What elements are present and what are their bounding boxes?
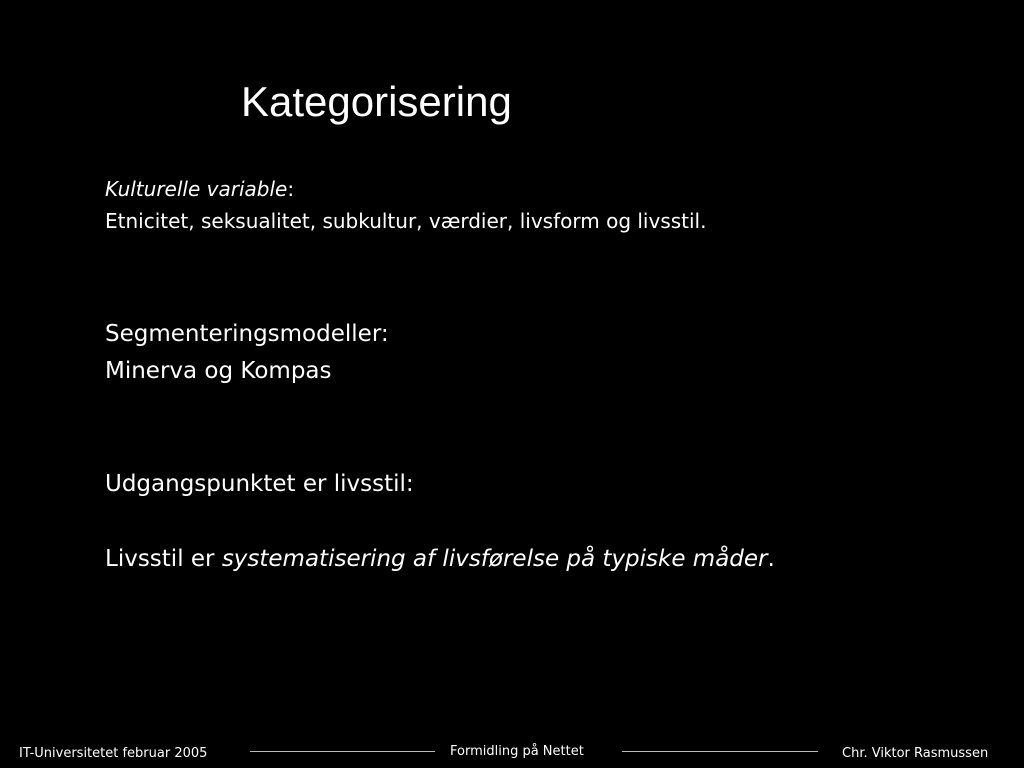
segmentering-text: Minerva og Kompas	[105, 358, 332, 384]
livsstil-suffix: .	[767, 546, 775, 572]
kulturelle-variable-heading	[105, 173, 706, 205]
livsstil-italic-text: systematisering af livsførelse på typiske måder	[221, 546, 768, 572]
footer-left-text: IT-Universitetet februar 2005	[19, 746, 208, 761]
segmentering-block	[105, 316, 389, 390]
kulturelle-variable-block	[105, 173, 706, 237]
slide-title: Kategorisering	[241, 78, 512, 125]
kulturelle-variable-label: Kulturelle variable	[105, 177, 288, 201]
footer-center-text: Formidling på Nettet	[450, 744, 584, 759]
segmentering-heading: Segmenteringsmodeller:	[105, 321, 389, 347]
kulturelle-variable-text: Etnicitet, seksualitet, subkultur, værdier, livsform og livsstil.	[105, 209, 707, 233]
udgangspunkt-heading: Udgangspunktet er livsstil:	[105, 471, 414, 497]
footer-rule-right	[622, 751, 818, 752]
footer-right-text: Chr. Viktor Rasmussen	[842, 746, 989, 761]
livsstil-definition	[105, 541, 775, 578]
slide-footer	[0, 740, 1024, 768]
livsstil-prefix: Livsstil er	[105, 546, 222, 572]
footer-rule-left	[250, 751, 435, 752]
kulturelle-variable-colon: :	[287, 177, 295, 201]
